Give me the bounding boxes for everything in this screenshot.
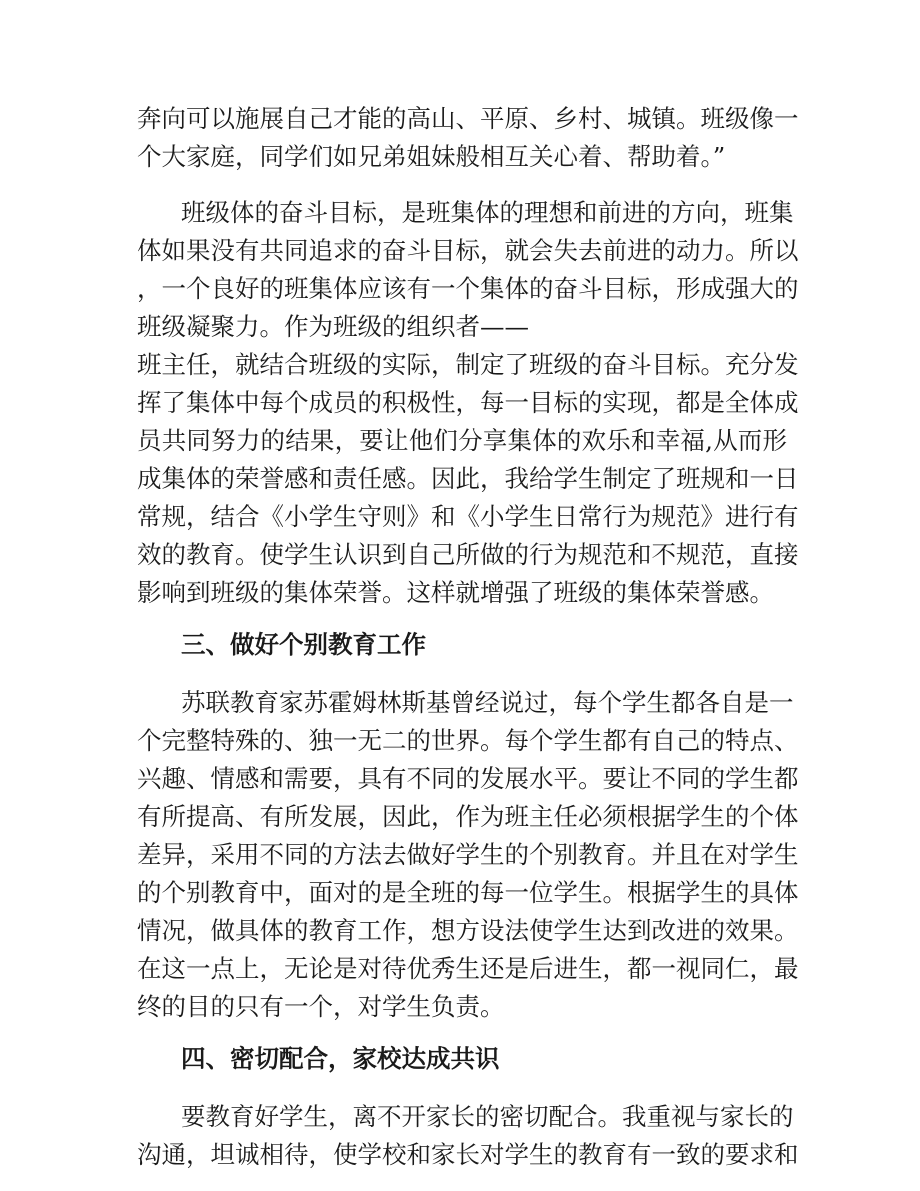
- text-line: 员共同努力的结果，要让他们分享集体的欢乐和幸福,从而形: [137, 426, 787, 455]
- text-line: 要教育好学生，离不开家长的密切配合。我重视与家长的: [181, 1102, 794, 1131]
- text-line: 在这一点上，无论是对待优秀生还是后进生，都一视同仁，最: [137, 954, 799, 983]
- text-line: 成集体的荣誉感和责任感。因此，我给学生制定了班规和一日: [137, 464, 799, 493]
- section-heading-4: 四、密切配合，家校达成共识: [181, 1044, 500, 1073]
- text-line: 兴趣、情感和需要，具有不同的发展水平。要让不同的学生都: [137, 764, 799, 793]
- text-line: 情况，做具体的教育工作，想方设法使学生达到改进的效果。: [137, 916, 799, 945]
- document-body: [137, 100, 799, 1174]
- text-line: 常规，结合《小学生守则》和《小学生日常行为规范》进行有: [137, 502, 799, 531]
- text-line: 苏联教育家苏霍姆林斯基曾经说过，每个学生都各自是一: [181, 688, 794, 717]
- text-line: 个大家庭，同学们如兄弟姐妹般相互关心着、帮助着。”: [137, 142, 726, 171]
- text-line: 差异，采用不同的方法去做好学生的个别教育。并且在对学生: [137, 840, 799, 869]
- text-line: 班级体的奋斗目标，是班集体的理想和前进的方向，班集: [181, 198, 794, 227]
- text-line: ，一个良好的班集体应该有一个集体的奋斗目标，形成强大的: [137, 274, 799, 303]
- paragraph-home-school-cooperation: [137, 1098, 799, 1174]
- text-line: 有所提高、有所发展，因此，作为班主任必须根据学生的个体: [137, 802, 799, 831]
- text-line: 效的教育。使学生认识到自己所做的行为规范和不规范，直接: [137, 540, 799, 569]
- text-line: 挥了集体中每个成员的积极性，每一目标的实现，都是全体成: [137, 388, 799, 417]
- text-line: 奔向可以施展自己才能的高山、平原、乡村、城镇。班级像一: [137, 104, 799, 133]
- paragraph-continuation: [137, 100, 799, 176]
- text-line: 班级凝聚力。作为班级的组织者——: [137, 312, 529, 341]
- text-line: 的个别教育中，面对的是全班的每一位学生。根据学生的具体: [137, 878, 799, 907]
- text-line: 个完整特殊的、独一无二的世界。每个学生都有自己的特点、: [137, 726, 799, 755]
- paragraph-individual-education: [137, 684, 799, 1026]
- paragraph-class-goals: [137, 194, 799, 612]
- text-line: 沟通，坦诚相待，使学校和家长对学生的教育有一致的要求和: [137, 1140, 799, 1169]
- text-line: 班主任，就结合班级的实际，制定了班级的奋斗目标。充分发: [137, 350, 799, 379]
- text-line: 体如果没有共同追求的奋斗目标，就会失去前进的动力。所以: [137, 236, 799, 265]
- text-line: 影响到班级的集体荣誉。这样就增强了班级的集体荣誉感。: [137, 578, 774, 607]
- section-heading-3: 三、做好个别教育工作: [181, 630, 426, 659]
- text-line: 终的目的只有一个，对学生负责。: [137, 992, 505, 1021]
